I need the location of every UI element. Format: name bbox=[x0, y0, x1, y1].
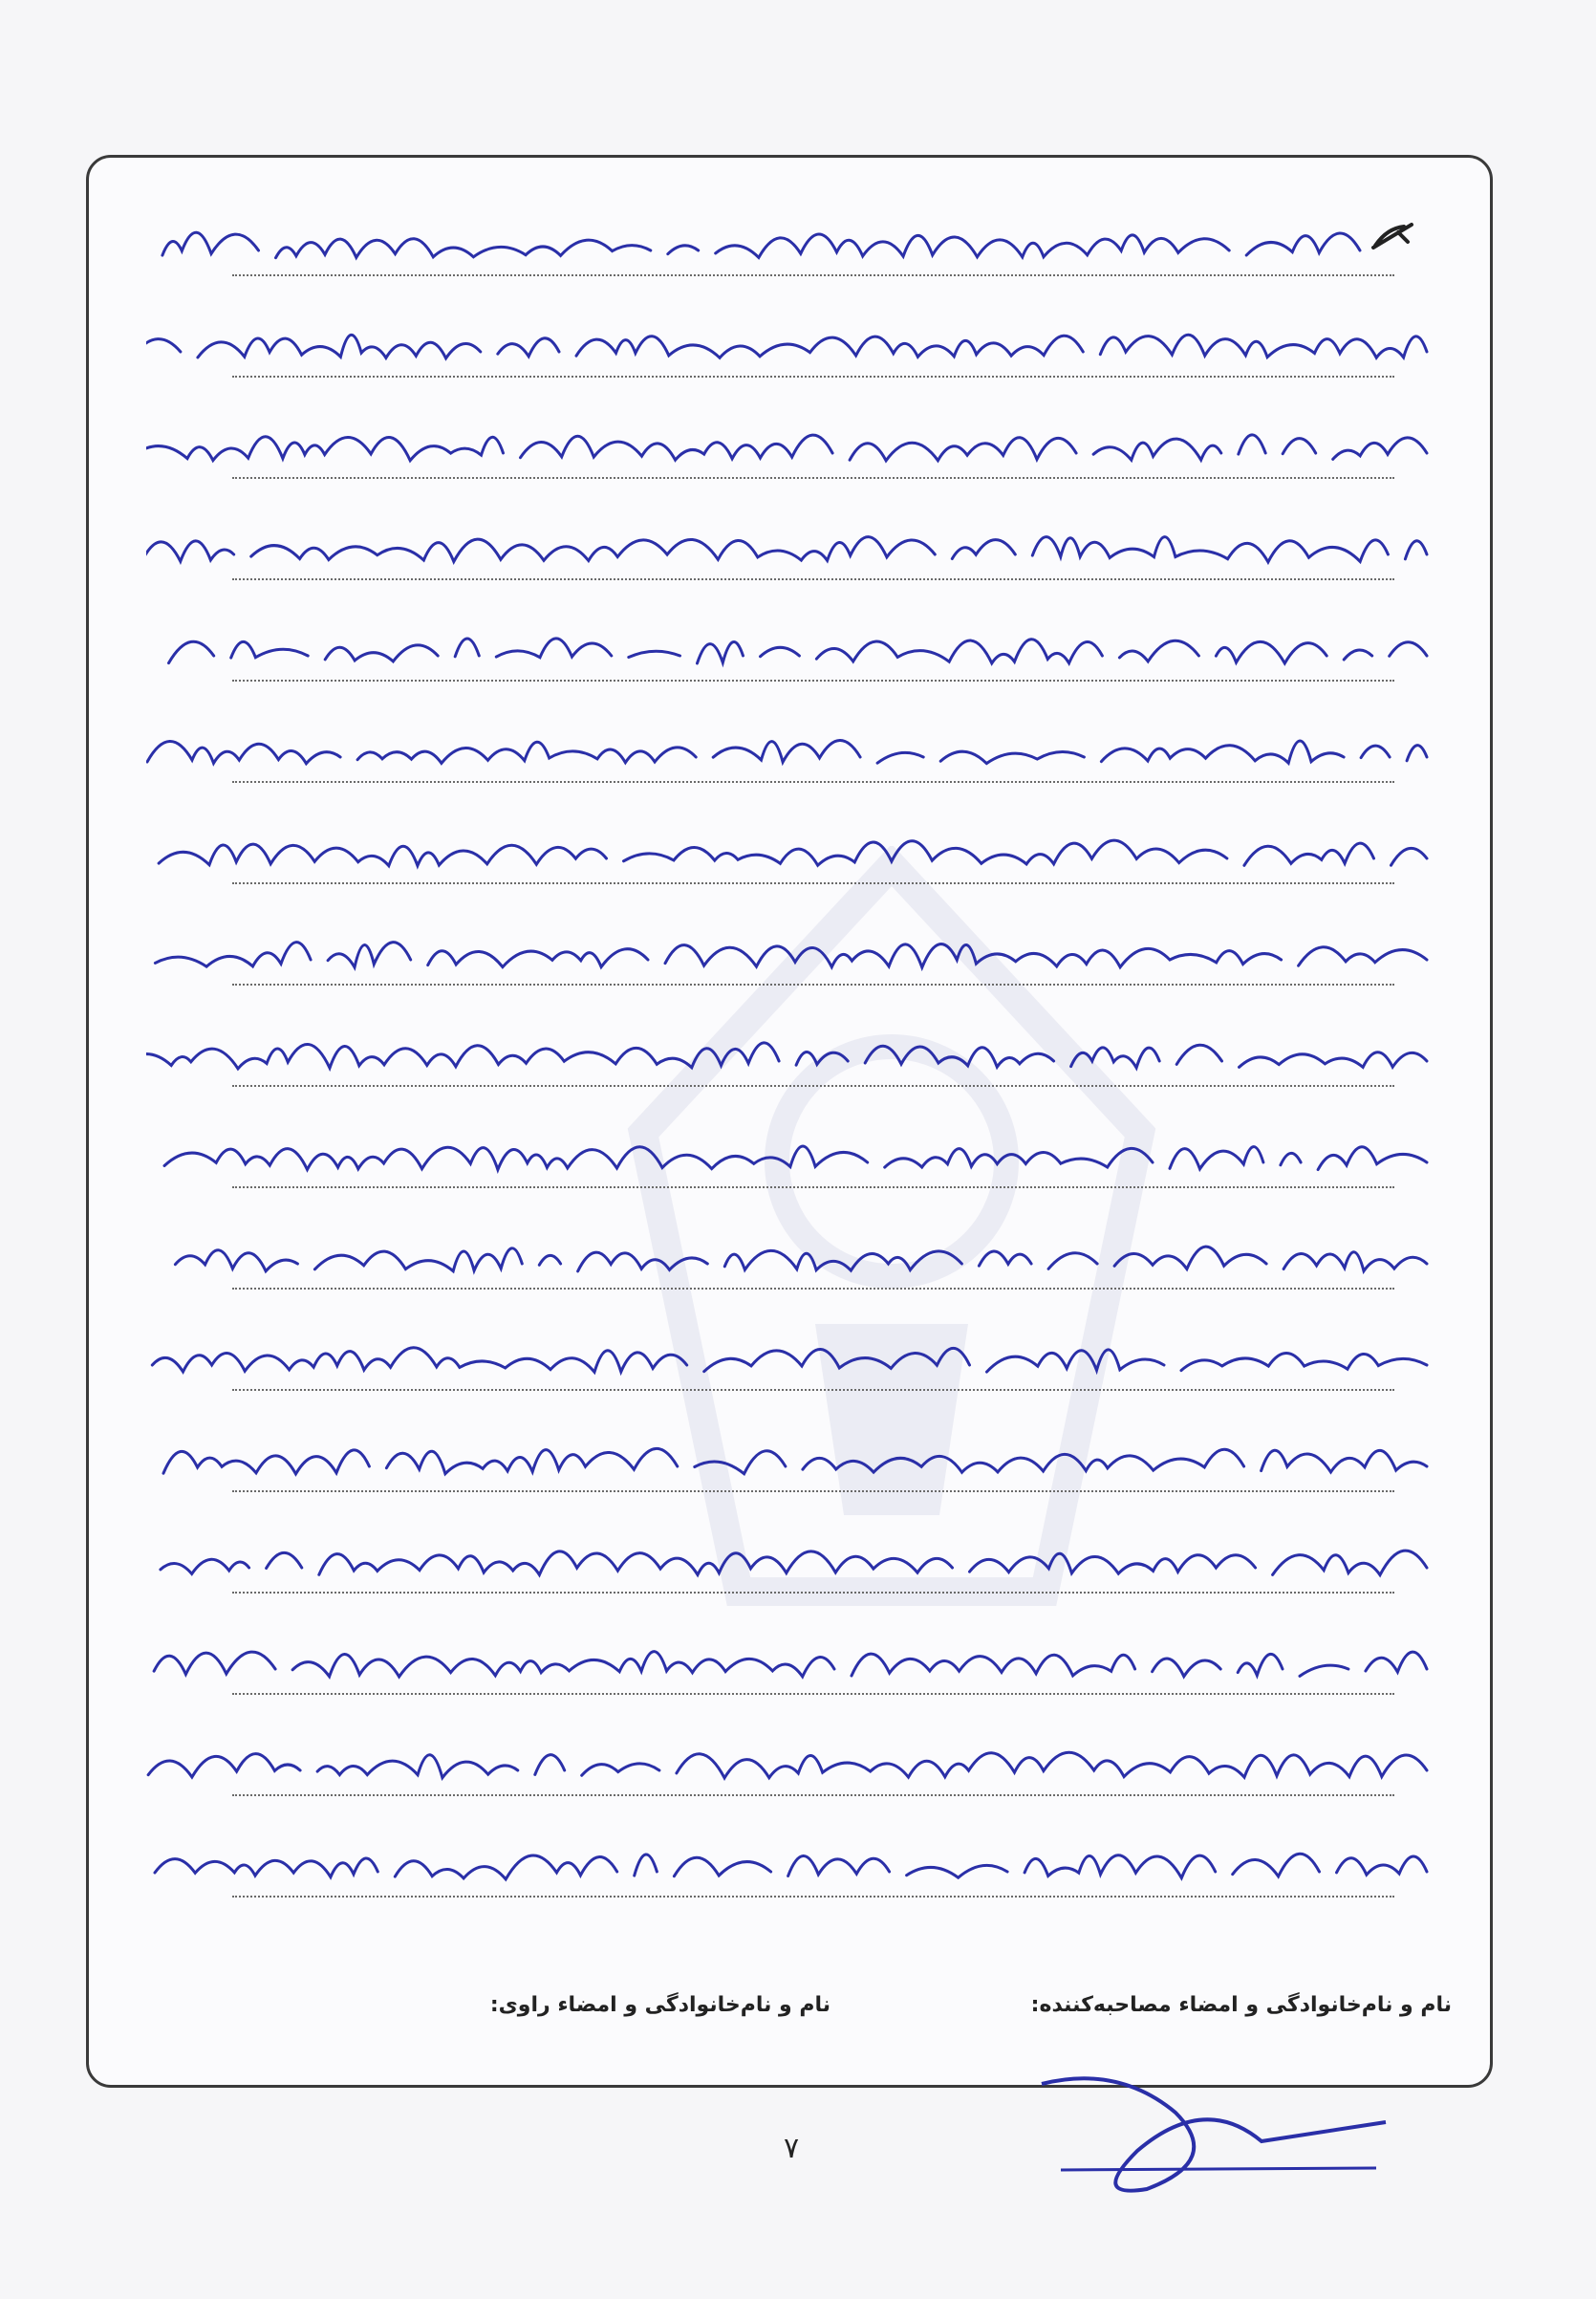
signature-labels bbox=[89, 1993, 1490, 2041]
handwritten-line bbox=[146, 1412, 1433, 1513]
handwriting-stroke bbox=[146, 207, 1436, 274]
handwritten-line bbox=[146, 1615, 1433, 1716]
handwriting-stroke bbox=[146, 917, 1436, 984]
handwriting-stroke bbox=[146, 1322, 1436, 1389]
handwritten-line bbox=[146, 1108, 1433, 1209]
handwriting-stroke bbox=[146, 1423, 1436, 1490]
handwritten-line bbox=[146, 905, 1433, 1007]
handwriting-stroke bbox=[146, 815, 1436, 882]
handwritten-line bbox=[146, 1513, 1433, 1615]
handwritten-signature bbox=[1032, 2055, 1395, 2208]
handwritten-line bbox=[146, 399, 1433, 500]
handwriting-stroke bbox=[146, 1119, 1436, 1186]
handwritten-line bbox=[146, 804, 1433, 905]
interviewer-signature-label: نام و نام‌خانوادگی و امضاء مصاحبه‌کننده: bbox=[1030, 1993, 1452, 2017]
handwriting-stroke bbox=[146, 1626, 1436, 1693]
handwriting-stroke bbox=[146, 309, 1436, 376]
handwriting-stroke bbox=[146, 410, 1436, 477]
handwriting-stroke bbox=[146, 1727, 1436, 1794]
handwriting-stroke bbox=[146, 1829, 1436, 1896]
handwritten-line bbox=[146, 297, 1433, 399]
handwritten-line bbox=[146, 1817, 1433, 1919]
narrator-signature-label: نام و نام‌خانوادگی و امضاء راوی: bbox=[489, 1993, 830, 2017]
handwriting-stroke bbox=[146, 1221, 1436, 1288]
handwritten-line bbox=[146, 1311, 1433, 1412]
handwriting-stroke bbox=[146, 1525, 1436, 1592]
handwritten-line bbox=[146, 703, 1433, 804]
handwriting-area bbox=[146, 196, 1433, 1919]
handwritten-line bbox=[146, 1716, 1433, 1817]
handwritten-line bbox=[146, 196, 1433, 297]
handwriting-stroke bbox=[146, 613, 1436, 680]
handwritten-line bbox=[146, 1007, 1433, 1108]
handwritten-line bbox=[146, 601, 1433, 703]
handwriting-stroke bbox=[146, 511, 1436, 578]
form-frame bbox=[86, 155, 1493, 2088]
handwriting-stroke bbox=[146, 1018, 1436, 1085]
handwritten-line bbox=[146, 1209, 1433, 1311]
handwritten-line bbox=[146, 500, 1433, 601]
page-number: ۷ bbox=[783, 2132, 800, 2165]
handwriting-stroke bbox=[146, 714, 1436, 781]
